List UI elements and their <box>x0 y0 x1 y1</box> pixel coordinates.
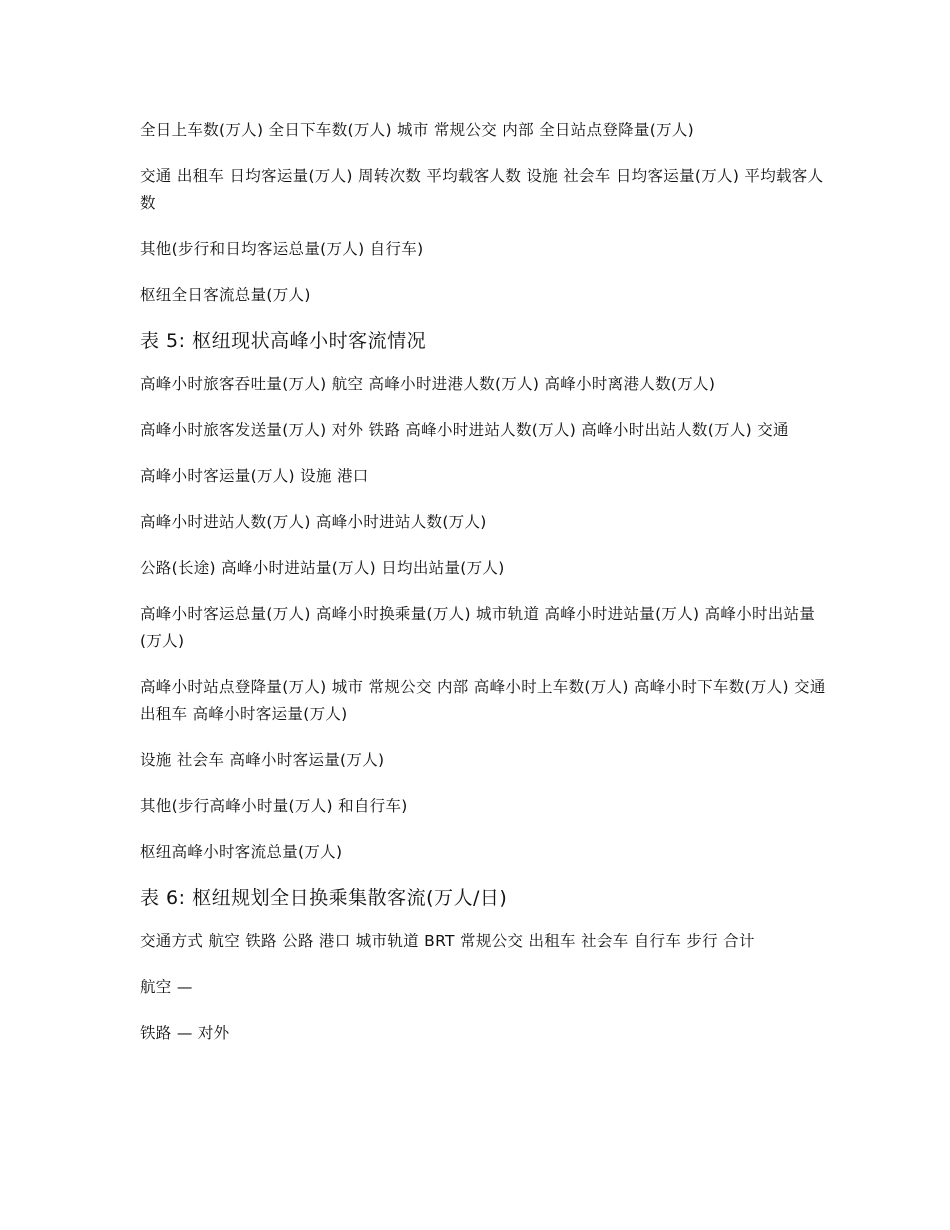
paragraph-19: 铁路 — 对外 <box>140 1024 230 1042</box>
paragraph-2: 交通 出租车 日均客运量(万人) 周转次数 平均载客人数 设施 社会车 日均客运量(万人) 平均载客人数 <box>140 167 824 212</box>
paragraph-14: 其他(步行高峰小时量(万人) 和自行车) <box>140 797 408 815</box>
paragraph-7: 高峰小时旅客发送量(万人) 对外 铁路 高峰小时进站人数(万人) 高峰小时出站人数(万人) 交通 <box>140 421 789 439</box>
paragraph-11: 高峰小时客运总量(万人) 高峰小时换乘量(万人) 城市轨道 高峰小时进站量(万人) 高峰小时出站量(万人) <box>140 605 816 650</box>
paragraph-10: 公路(长途) 高峰小时进站量(万人) 日均出站量(万人) <box>140 559 505 577</box>
paragraph-18: 航空 — <box>140 978 193 996</box>
paragraph-17: 交通方式 航空 铁路 公路 港口 城市轨道 BRT 常规公交 出租车 社会车 自行车 步行 合计 <box>140 932 755 950</box>
paragraph-13: 设施 社会车 高峰小时客运量(万人) <box>140 751 385 769</box>
paragraph-12: 高峰小时站点登降量(万人) 城市 常规公交 内部 高峰小时上车数(万人) 高峰小时下车数(万人) 交通 出租车 高峰小时客运量(万人) <box>140 678 826 723</box>
paragraph-1: 全日上车数(万人) 全日下车数(万人) 城市 常规公交 内部 全日站点登降量(万人) <box>140 121 695 139</box>
paragraph-9: 高峰小时进站人数(万人) 高峰小时进站人数(万人) <box>140 513 487 531</box>
paragraph-4: 枢纽全日客流总量(万人) <box>140 286 311 304</box>
paragraph-6: 高峰小时旅客吞吐量(万人) 航空 高峰小时进港人数(万人) 高峰小时离港人数(万人) <box>140 375 716 393</box>
table-6-heading: 表 6: 枢纽规划全日换乘集散客流(万人/日) <box>140 887 508 909</box>
paragraph-3: 其他(步行和日均客运总量(万人) 自行车) <box>140 240 424 258</box>
paragraph-15: 枢纽高峰小时客流总量(万人) <box>140 843 343 861</box>
document-page <box>140 117 830 1066</box>
table-5-heading: 表 5: 枢纽现状高峰小时客流情况 <box>140 330 427 352</box>
paragraph-8: 高峰小时客运量(万人) 设施 港口 <box>140 467 369 485</box>
